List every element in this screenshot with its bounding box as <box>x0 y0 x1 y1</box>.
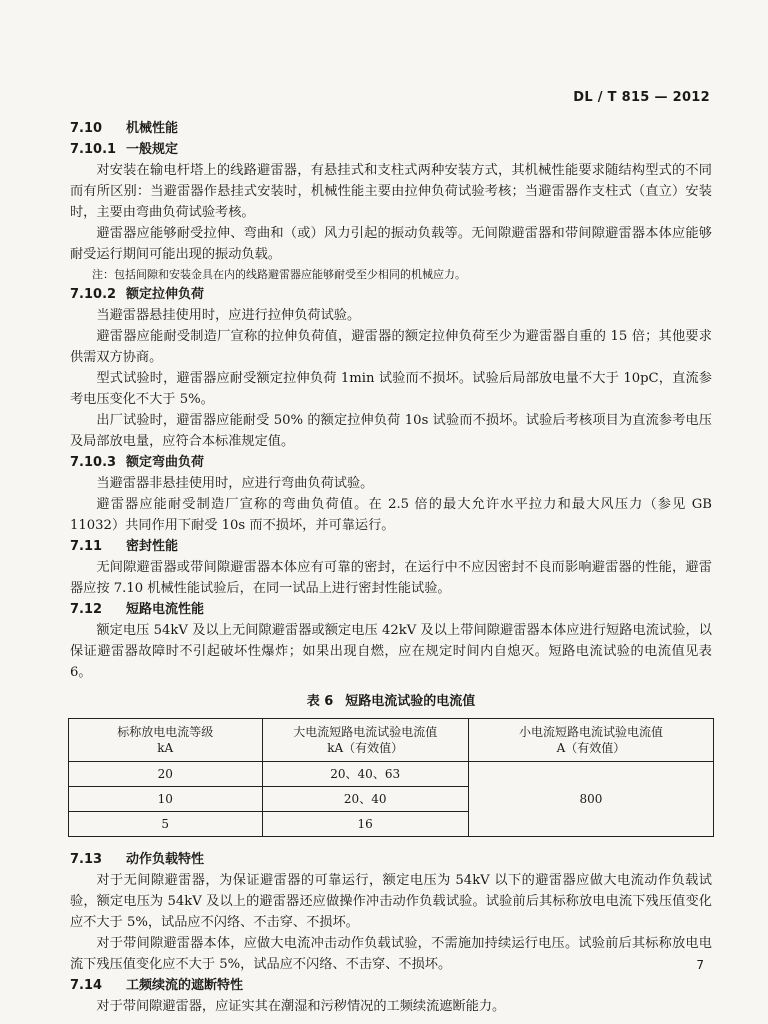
section-heading: 7.12 短路电流性能 <box>70 602 205 617</box>
table-cell: 20 <box>69 762 263 787</box>
paragraph: 型式试验时，避雷器应耐受额定拉伸负荷 1min 试验而不损坏。试验后局部放电量不大于 10pC，直流参考电压变化不大于 5%。 <box>70 371 712 407</box>
paragraph: 避雷器应能耐受制造厂宣称的弯曲负荷值。在 2.5 倍的最大允许水平拉力和最大风压力（参见 GB 11032）共同作用下耐受 10s 而不损坏，并可靠运行。 <box>70 497 712 533</box>
paragraph: 当避雷器悬挂使用时，应进行拉伸负荷试验。 <box>96 308 361 323</box>
paragraph: 对安装在输电杆塔上的线路避雷器，有悬挂式和支柱式两种安装方式，其机械性能要求随结构型式的不同而有所区别：当避雷器作悬挂式安装时，机械性能主要由拉伸负荷试验考核；当避雷器作支柱式（直立）安装时，主要由弯曲负荷试验考核。 <box>70 163 712 220</box>
section-heading: 7.11 密封性能 <box>70 539 179 554</box>
paragraph: 对于带间隙避雷器，应证实其在潮湿和污秽情况的工频续流遮断能力。 <box>96 999 506 1014</box>
table-cell: 5 <box>69 812 263 837</box>
short-circuit-current-table <box>68 718 714 837</box>
table-header-cell: 小电流短路电流试验电流值 A（有效值） <box>468 719 713 762</box>
table-cell: 10 <box>69 787 263 812</box>
table-header-row <box>69 719 714 762</box>
table-row <box>69 762 714 787</box>
table-header-cell: 标称放电电流等级 kA <box>69 719 263 762</box>
table-cell: 20、40、63 <box>262 762 468 787</box>
section-heading: 7.10.2 额定拉伸负荷 <box>70 287 205 302</box>
section-heading: 7.10 机械性能 <box>70 121 179 136</box>
paragraph: 额定电压 54kV 及以上无间隙避雷器或额定电压 42kV 及以上带间隙避雷器本体应进行短路电流试验，以保证避雷器故障时不引起破坏性爆炸；如果出现自燃，应在规定时间内自熄灭。短路电流试验的电流值见表 6。 <box>70 623 712 680</box>
section-heading: 7.10.3 额定弯曲负荷 <box>70 455 205 470</box>
paragraph: 出厂试验时，避雷器应能耐受 50% 的额定拉伸负荷 10s 试验而不损坏。试验后考核项目为直流参考电压及局部放电量，应符合本标准规定值。 <box>70 413 712 449</box>
paragraph: 对于无间隙避雷器，为保证避雷器的可靠运行，额定电压为 54kV 以下的避雷器应做大电流动作负载试验，额定电压为 54kV 及以上的避雷器还应做操作冲击动作负载试验。试验前后其标称放电电流下残压值变化应不大于 5%，试品应不闪络、不击穿、不损坏。 <box>70 873 712 930</box>
table-cell: 16 <box>262 812 468 837</box>
table-cell: 20、40 <box>262 787 468 812</box>
paragraph: 避雷器应能耐受制造厂宣称的拉伸负荷值，避雷器的额定拉伸负荷至少为避雷器自重的 15 倍；其他要求供需双方协商。 <box>70 329 712 365</box>
page-number: 7 <box>696 958 704 972</box>
table-merged-cell: 800 <box>468 762 713 837</box>
paragraph: 当避雷器非悬挂使用时，应进行弯曲负荷试验。 <box>96 476 374 491</box>
table-caption: 表 6 短路电流试验的电流值 <box>306 694 476 709</box>
section-heading: 7.14 工频续流的遮断特性 <box>70 978 244 993</box>
section-heading: 7.10.1 一般规定 <box>70 142 179 157</box>
section-heading: 7.13 动作负载特性 <box>70 852 205 867</box>
note: 注：包括间隙和安装金具在内的线路避雷器应能够耐受至少相同的机械应力。 <box>92 268 466 281</box>
paragraph: 无间隙避雷器或带间隙避雷器本体应有可靠的密封，在运行中不应因密封不良而影响避雷器的性能，避雷器应按 7.10 机械性能试验后，在同一试品上进行密封性能试验。 <box>70 560 712 596</box>
table-header-cell: 大电流短路电流试验电流值 kA（有效值） <box>262 719 468 762</box>
document-code: DL / T 815 — 2012 <box>573 90 710 105</box>
page-content <box>70 118 712 1017</box>
paragraph: 对于带间隙避雷器本体，应做大电流冲击动作负载试验，不需施加持续运行电压。试验前后其标称放电电流下残压值变化应不大于 5%，试品应不闪络、不击穿、不损坏。 <box>70 936 712 972</box>
paragraph: 避雷器应能够耐受拉伸、弯曲和（或）风力引起的振动负载等。无间隙避雷器和带间隙避雷器本体应能够耐受运行期间可能出现的振动负载。 <box>70 226 712 262</box>
